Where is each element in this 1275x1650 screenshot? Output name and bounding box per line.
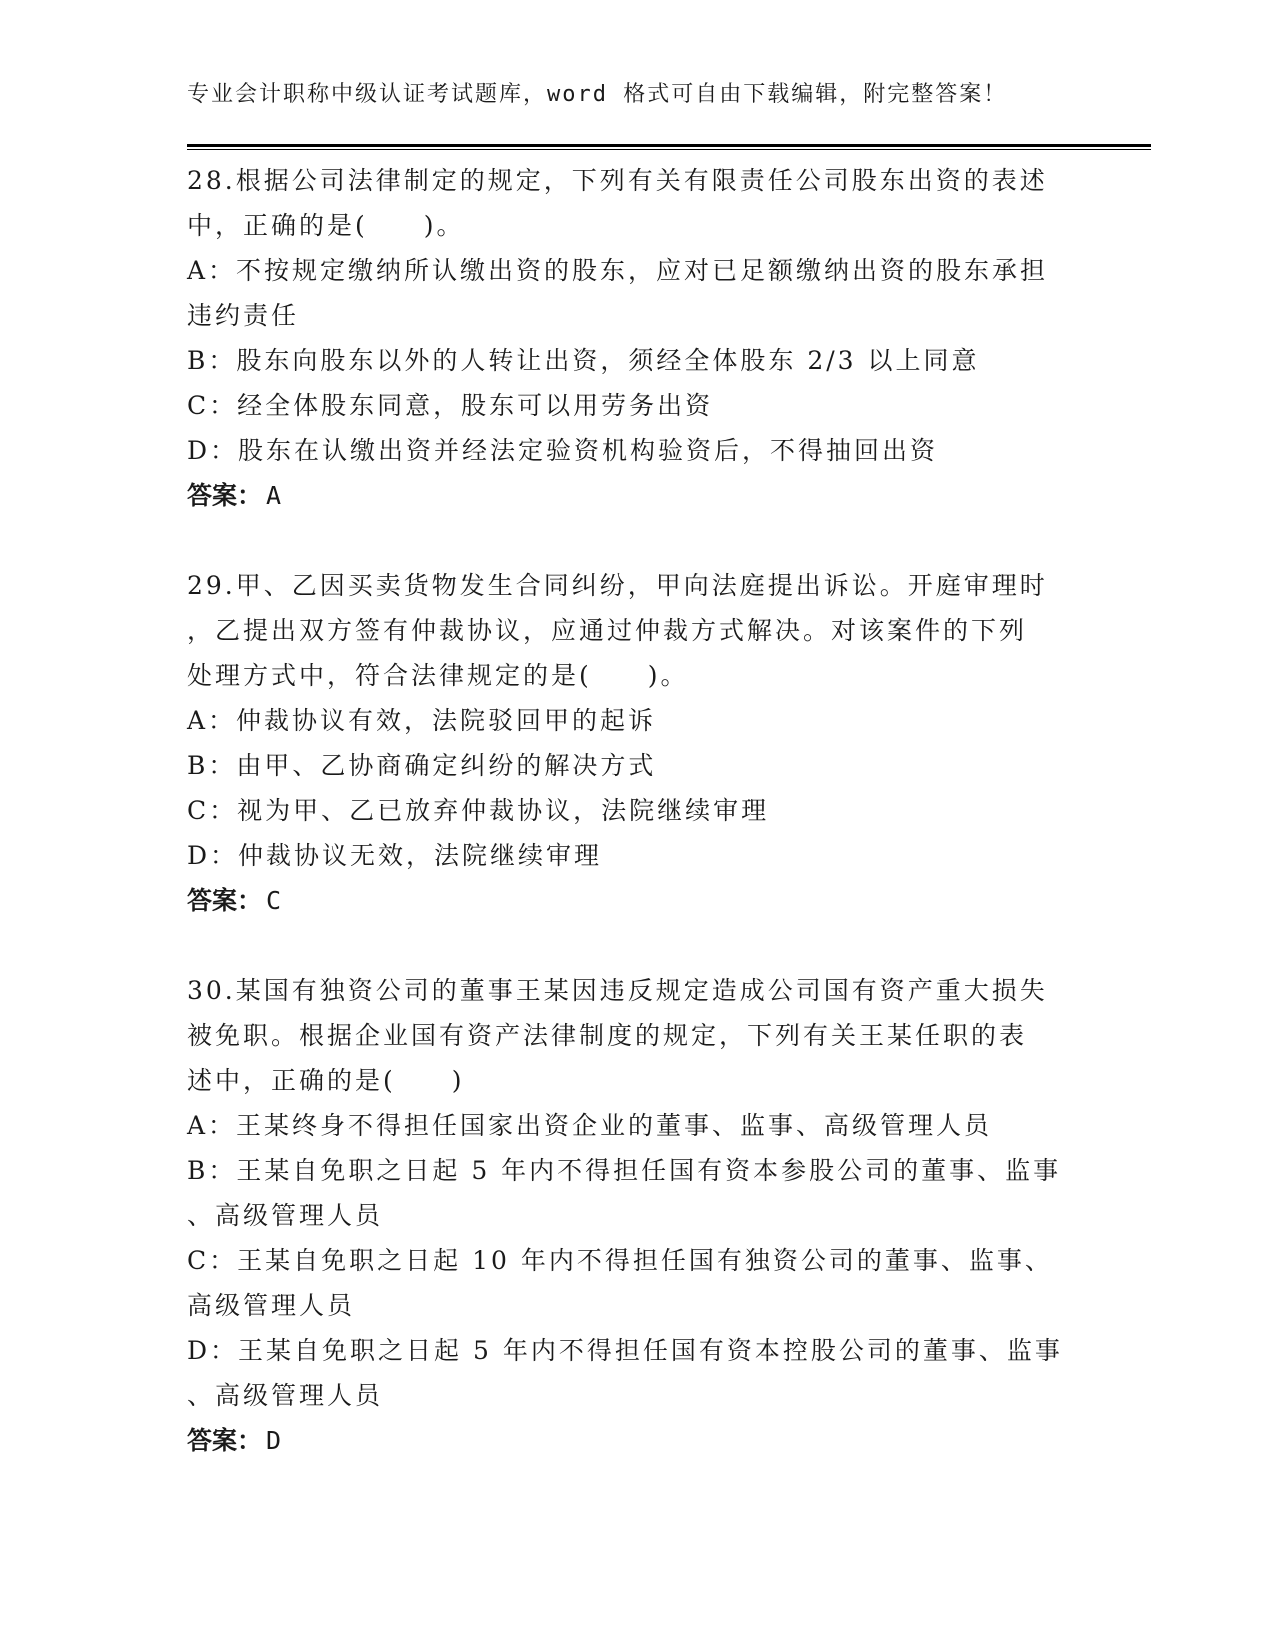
option-b-continued: 、高级管理人员 — [187, 1201, 384, 1230]
question-28 — [187, 158, 1087, 518]
option-c: C：经全体股东同意，股东可以用劳务出资 — [187, 391, 714, 420]
question-stem-line: 28.根据公司法律制定的规定，下列有关有限责任公司股东出资的表述 — [187, 166, 1048, 195]
answer-value: A — [266, 481, 282, 510]
header-rule-thin — [187, 149, 1151, 150]
answer-value: D — [266, 1426, 282, 1455]
option-a: A：不按规定缴纳所认缴出资的股东，应对已足额缴纳出资的股东承担 — [187, 256, 1049, 285]
question-stem-line: 述中，正确的是( ) — [187, 1066, 465, 1095]
question-stem-line: 处理方式中，符合法律规定的是( )。 — [187, 661, 689, 690]
question-stem-line: 中，正确的是( )。 — [187, 211, 465, 240]
question-stem-line: 29.甲、乙因买卖货物发生合同纠纷，甲向法庭提出诉讼。开庭审理时 — [187, 571, 1048, 600]
option-c: C：视为甲、乙已放弃仲裁协议，法院继续审理 — [187, 796, 770, 825]
question-stem-line: 30.某国有独资公司的董事王某因违反规定造成公司国有资产重大损失 — [187, 976, 1048, 1005]
answer — [187, 473, 1087, 518]
question-stem-line: ，乙提出双方签有仲裁协议，应通过仲裁方式解决。对该案件的下列 — [187, 616, 1028, 645]
header-rule-thick — [187, 144, 1151, 147]
option-b: B：王某自免职之日起 5 年内不得担任国有资本参股公司的董事、监事 — [187, 1156, 1062, 1185]
question-30 — [187, 968, 1087, 1463]
option-b: B：由甲、乙协商确定纠纷的解决方式 — [187, 751, 657, 780]
answer — [187, 1418, 1087, 1463]
question-29 — [187, 563, 1087, 923]
option-b: B：股东向股东以外的人转让出资，须经全体股东 2/3 以上同意 — [187, 346, 980, 375]
page-header: 专业会计职称中级认证考试题库，word 格式可自由下载编辑，附完整答案！ — [187, 82, 1008, 107]
question-stem-line: 被免职。根据企业国有资产法律制度的规定，下列有关王某任职的表 — [187, 1021, 1028, 1050]
answer-label: 答案： — [187, 886, 263, 915]
answer-label: 答案： — [187, 481, 263, 510]
option-c-continued: 高级管理人员 — [187, 1291, 356, 1320]
option-a-continued: 违约责任 — [187, 301, 300, 330]
option-a: A：王某终身不得担任国家出资企业的董事、监事、高级管理人员 — [187, 1111, 993, 1140]
option-d: D：仲裁协议无效，法院继续审理 — [187, 841, 603, 870]
option-c: C：王某自免职之日起 10 年内不得担任国有独资公司的董事、监事、 — [187, 1246, 1053, 1275]
answer-value: C — [266, 886, 282, 915]
option-d: D：股东在认缴出资并经法定验资机构验资后，不得抽回出资 — [187, 436, 939, 465]
option-a: A：仲裁协议有效，法院驳回甲的起诉 — [187, 706, 657, 735]
option-d: D：王某自免职之日起 5 年内不得担任国有资本控股公司的董事、监事 — [187, 1336, 1063, 1365]
answer — [187, 878, 1087, 923]
answer-label: 答案： — [187, 1426, 263, 1455]
question-list — [187, 158, 1087, 1508]
option-d-continued: 、高级管理人员 — [187, 1381, 384, 1410]
